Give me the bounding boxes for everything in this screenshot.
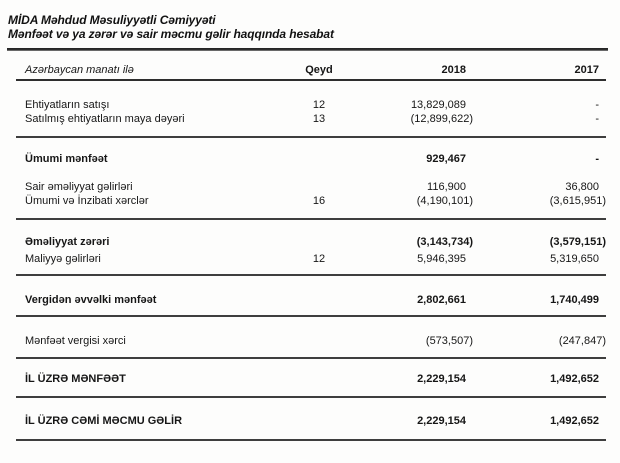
document-title-block <box>8 13 334 41</box>
row-label: Ümumi mənfəət <box>25 153 108 165</box>
row-note <box>288 334 350 348</box>
row-value-2018: 929,467 <box>426 153 466 165</box>
section-divider <box>16 136 606 138</box>
row-note <box>288 180 350 194</box>
row-value-2017: 1,492,652 <box>550 373 599 385</box>
row-value-2017: - <box>595 153 599 165</box>
row-value-2018: 116,900 <box>427 181 466 193</box>
row-value-2018: 5,946,395 <box>417 253 466 265</box>
row-value-2017: - <box>595 113 599 125</box>
section-divider <box>16 357 606 359</box>
table-row <box>16 372 606 386</box>
table-row <box>16 180 606 194</box>
row-label: Maliyyə gəlirləri <box>25 253 101 265</box>
row-label: Mənfəət vergisi xərci <box>25 335 126 347</box>
row-value-2017: 1,740,499 <box>550 294 599 306</box>
row-value-2018: 2,229,154 <box>417 373 466 385</box>
row-note <box>288 235 350 249</box>
section-divider <box>16 396 606 398</box>
title-divider <box>7 48 608 51</box>
row-label: Ehtiyatların satışı <box>25 99 110 111</box>
row-value-2017: (3,579,151) <box>549 236 606 248</box>
row-note: 12 <box>312 99 326 111</box>
row-note <box>288 372 350 386</box>
row-label: Əməliyyat zərəri <box>25 236 110 248</box>
header-year-2017: 2017 <box>574 64 599 76</box>
row-label: İL ÜZRƏ MƏNFƏƏT <box>25 373 126 385</box>
income-statement-table <box>16 63 606 441</box>
row-label: Sair əməliyyat gəlirləri <box>25 181 133 193</box>
header-note-column: Qeyd <box>305 64 333 76</box>
row-value-2018: (4,190,101) <box>416 195 473 207</box>
section-divider <box>16 218 606 220</box>
table-row <box>16 293 606 307</box>
section-divider <box>16 315 606 317</box>
header-year-2018: 2018 <box>441 64 466 76</box>
table-row <box>16 152 606 166</box>
row-value-2017: (247,847) <box>558 335 606 347</box>
row-value-2018: 13,829,089 <box>410 99 466 111</box>
row-value-2018: (3,143,734) <box>416 236 473 248</box>
company-name: MİDA Məhdud Məsuliyyətli Cəmiyyəti <box>8 13 216 27</box>
table-row <box>16 112 606 126</box>
row-label: İL ÜZRƏ CƏMİ MƏCMU GƏLİR <box>25 415 183 427</box>
row-value-2018: 2,802,661 <box>417 294 466 306</box>
row-note <box>288 414 350 428</box>
row-label: Ümumi və İnzibati xərclər <box>25 195 149 207</box>
table-header-row <box>16 63 606 81</box>
row-note: 12 <box>312 253 326 265</box>
row-note <box>288 152 350 166</box>
row-value-2018: (12,899,622) <box>410 113 473 125</box>
row-value-2017: - <box>595 99 599 111</box>
table-row <box>16 414 606 428</box>
row-value-2017: (3,615,951) <box>549 195 606 207</box>
section-divider <box>16 439 606 441</box>
row-note: 16 <box>312 195 326 207</box>
header-currency-note: Azərbaycan manatı ilə <box>25 64 134 76</box>
row-value-2018: (573,507) <box>425 335 473 347</box>
row-value-2017: 1,492,652 <box>550 415 599 427</box>
row-note <box>288 293 350 307</box>
row-value-2017: 5,319,650 <box>550 253 599 265</box>
row-label: Satılmış ehtiyatların maya dəyəri <box>25 113 185 125</box>
statement-title: Mənfəət və ya zərər və sair məcmu gəlir haqqında hesabat <box>8 27 334 41</box>
table-row <box>16 334 606 348</box>
row-label: Vergidən əvvəlki mənfəət <box>25 294 157 306</box>
row-note: 13 <box>312 113 326 125</box>
table-row <box>16 98 606 112</box>
row-value-2017: 36,800 <box>565 181 599 193</box>
table-row <box>16 252 606 266</box>
section-divider <box>16 274 606 276</box>
table-row <box>16 235 606 249</box>
row-value-2018: 2,229,154 <box>417 415 466 427</box>
table-row <box>16 194 606 208</box>
